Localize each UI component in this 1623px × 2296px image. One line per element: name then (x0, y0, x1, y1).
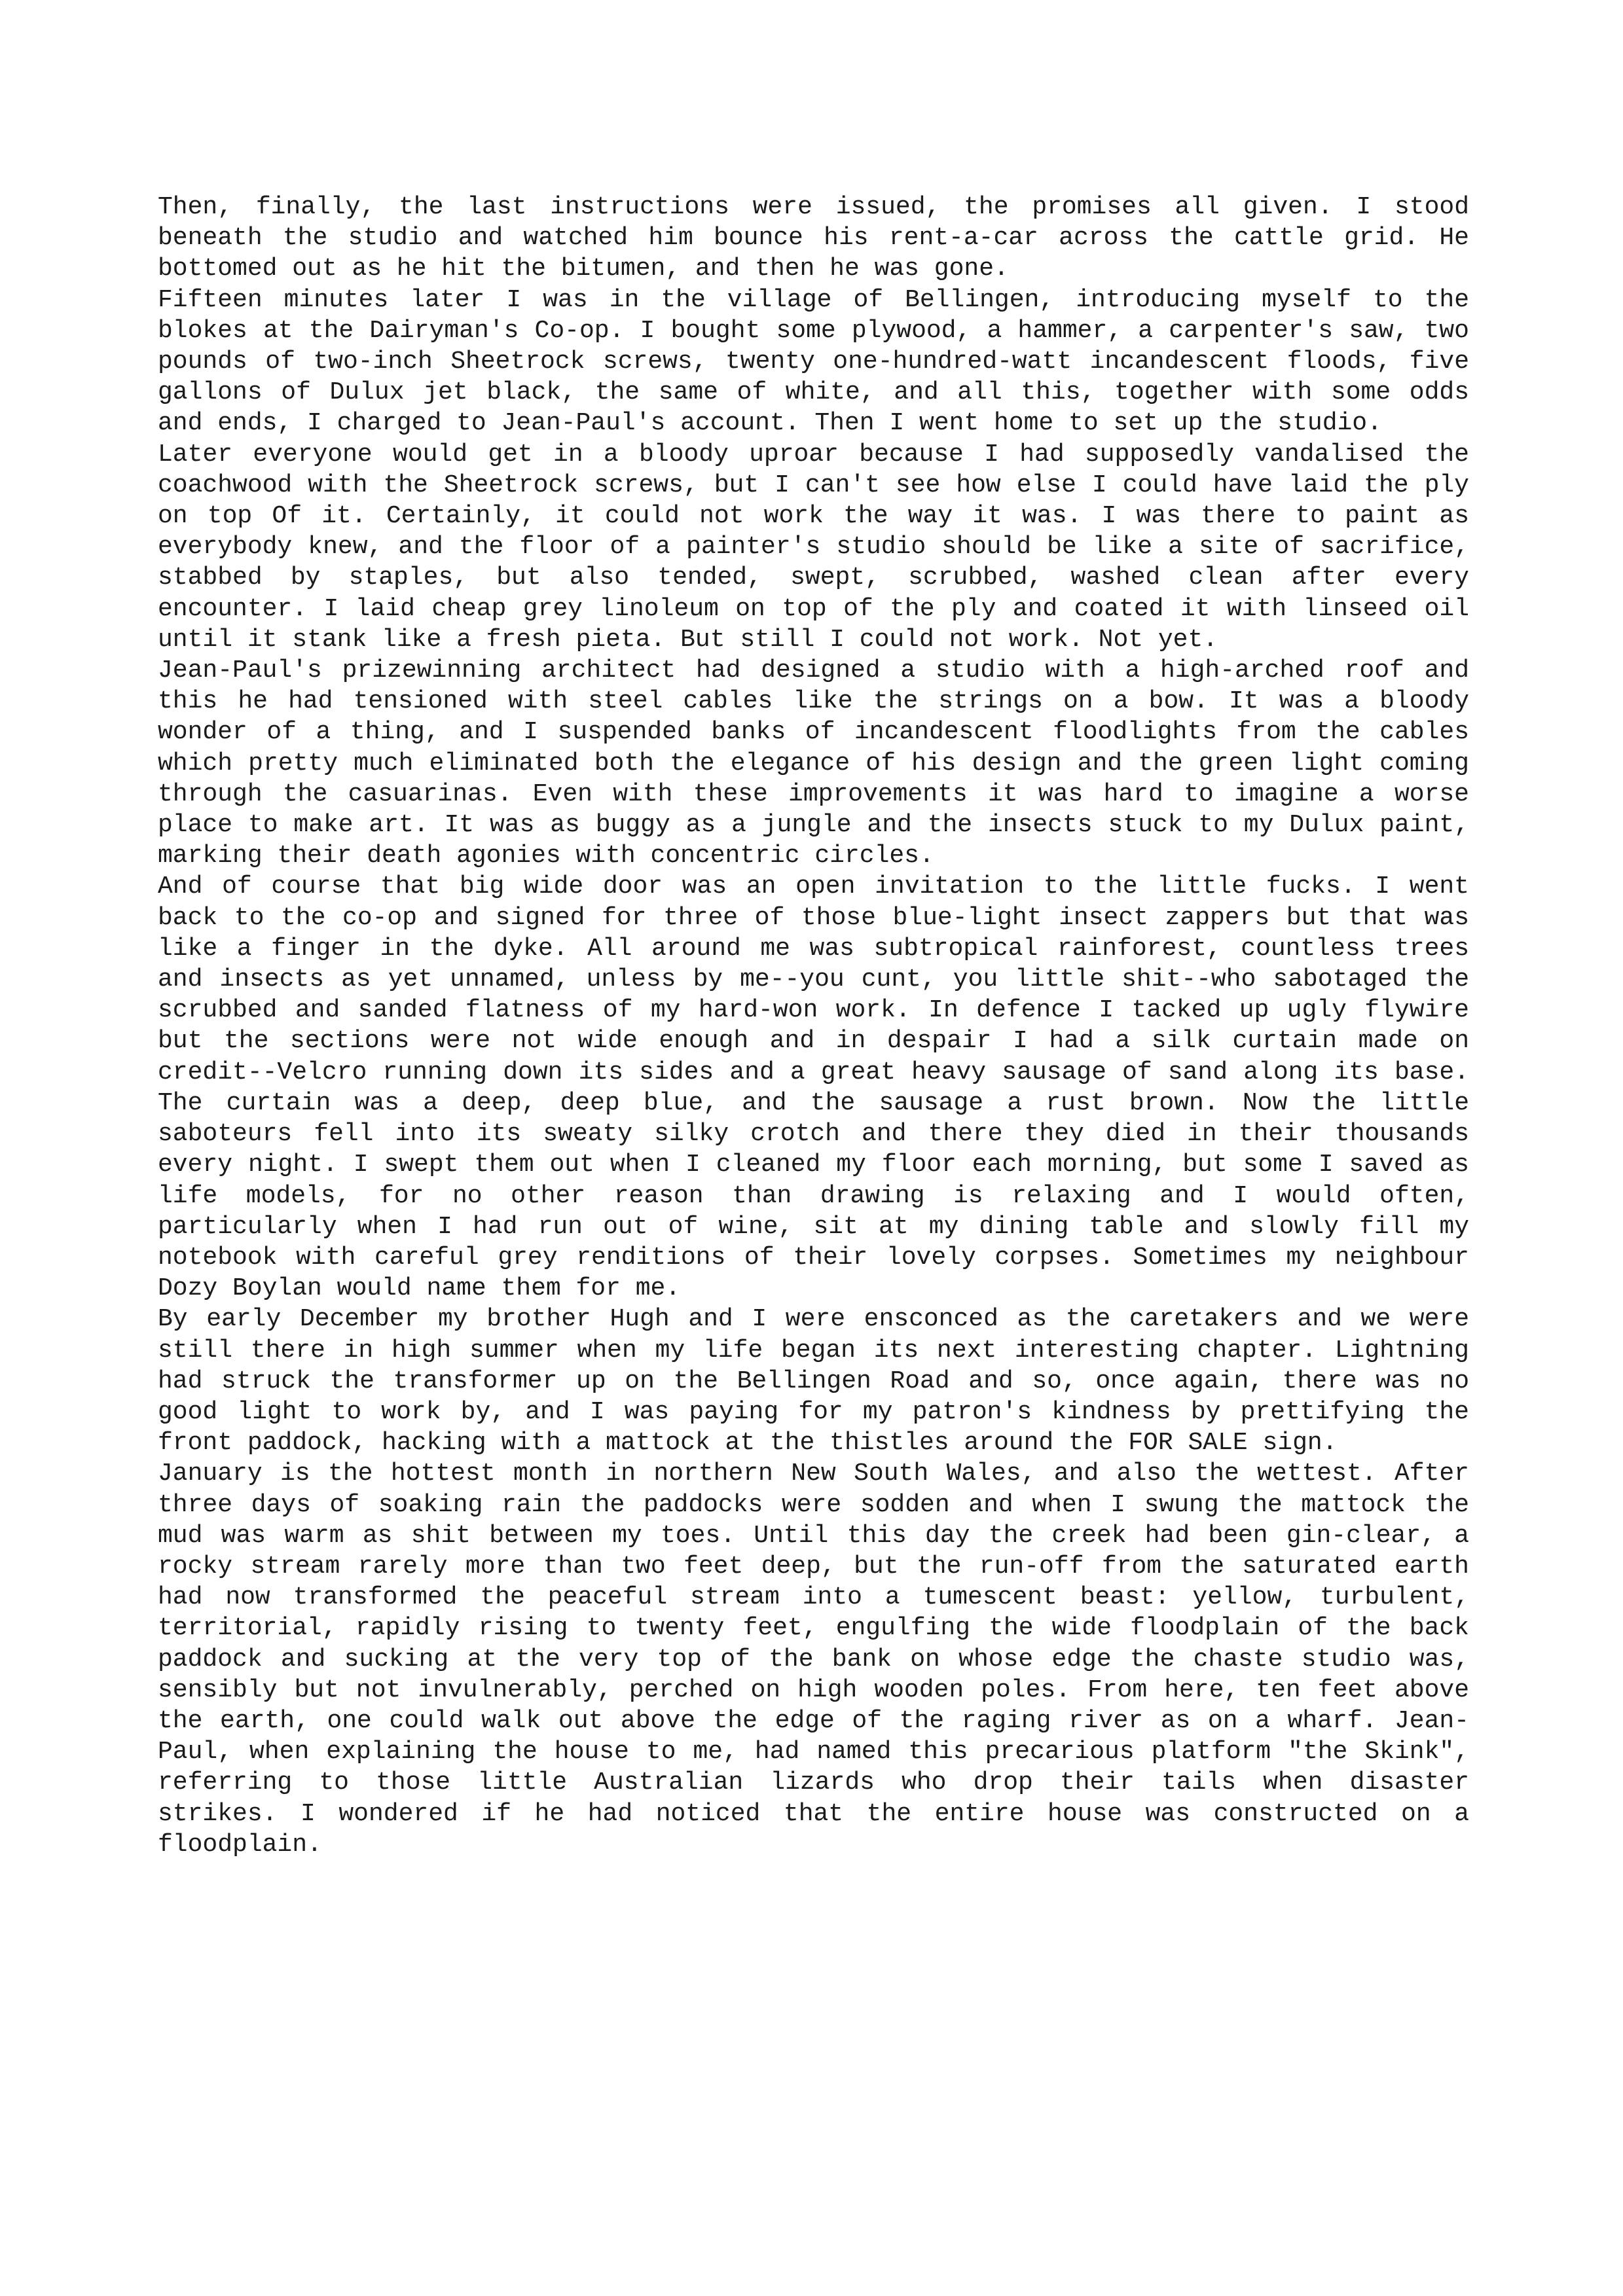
paragraph: January is the hottest month in northern New South Wales, and also the wettest. After three days of soaking rain the paddocks were sodden and when I swung the mattock the mud was warm as shit between my toes. Until this day the creek had been gin-clear, a rocky stream rarely more than two feet deep, but the run-off from the saturated earth had now transformed the peaceful stream into a tumescent beast: yellow, turbulent, territorial, rapidly rising to twenty feet, engulfing the wide floodplain of the back paddock and sucking at the very top of the bank on whose edge the chaste studio was, sensibly but not invulnerably, perched on high wooden poles. From here, ten feet above the earth, one could walk out above the edge of the raging river as on a wharf. Jean-Paul, when explaining the house to me, had named this precarious platform "the Skink", referring to those little Australian lizards who drop their tails when disaster strikes. I wondered if he had noticed that the entire house was constructed on a floodplain. (158, 1460, 1469, 1859)
paragraph: Then, finally, the last instructions were issued, the promises all given. I stood beneath the studio and watched him bounce his rent-a-car across the cattle grid. He bottomed out as he hit the bitumen, and then he was gone. (158, 193, 1469, 283)
body-text (158, 192, 1469, 1860)
paragraph: Later everyone would get in a bloody uproar because I had supposedly vandalised the coachwood with the Sheetrock screws, but I can't see how else I could have laid the ply on top Of it. Certainly, it could not work the way it was. I was there to paint as everybody knew, and the floor of a painter's studio should be like a site of sacrifice, stabbed by staples, but also tended, swept, scrubbed, washed clean after every encounter. I laid cheap grey linoleum on top of the ply and coated it with linseed oil until it stank like a fresh pieta. But still I could not work. Not yet. (158, 440, 1469, 654)
paragraph: Fifteen minutes later I was in the village of Bellingen, introducing myself to the blokes at the Dairyman's Co-op. I bought some plywood, a hammer, a carpenter's saw, two pounds of two-inch Sheetrock screws, twenty one-hundred-watt incandescent floods, five gallons of Dulux jet black, the same of white, and all this, together with some odds and ends, I charged to Jean-Paul's account. Then I went home to set up the studio. (158, 285, 1469, 438)
paragraph: Jean-Paul's prizewinning architect had designed a studio with a high-arched roof and this he had tensioned with steel cables like the strings on a bow. It was a bloody wonder of a thing, and I suspended banks of incandescent floodlights from the cables which pretty much eliminated both the elegance of his design and the green light coming through the casuarinas. Even with these improvements it was hard to imagine a worse place to make art. It was as buggy as a jungle and the insects stuck to my Dulux paint, marking their death agonies with concentric circles. (158, 656, 1469, 870)
paragraph: And of course that big wide door was an open invitation to the little fucks. I went back to the co-op and signed for three of those blue-light insect zappers but that was like a finger in the dyke. All around me was subtropical rainforest, countless trees and insects as yet unnamed, unless by me--you cunt, you little shit--who sabotaged the scrubbed and sanded flatness of my hard-won work. In defence I tacked up ugly flywire but the sections were not wide enough and in despair I had a silk curtain made on credit--Velcro running down its sides and a great heavy sausage of sand along its base. The curtain was a deep, deep blue, and the sausage a rust brown. Now the little saboteurs fell into its sweaty silky crotch and there they died in their thousands every night. I swept them out when I cleaned my floor each morning, but some I saved as life models, for no other reason than drawing is relaxing and I would often, particularly when I had run out of wine, sit at my dining table and slowly fill my notebook with careful grey renditions of their lovely corpses. Sometimes my neighbour Dozy Boylan would name them for me. (158, 872, 1469, 1303)
paragraph: By early December my brother Hugh and I were ensconced as the caretakers and we were still there in high summer when my life began its next interesting chapter. Lightning had struck the transformer up on the Bellingen Road and so, once again, there was no good light to work by, and I was paying for my patron's kindness by prettifying the front paddock, hacking with a mattock at the thistles around the FOR SALE sign. (158, 1305, 1469, 1458)
